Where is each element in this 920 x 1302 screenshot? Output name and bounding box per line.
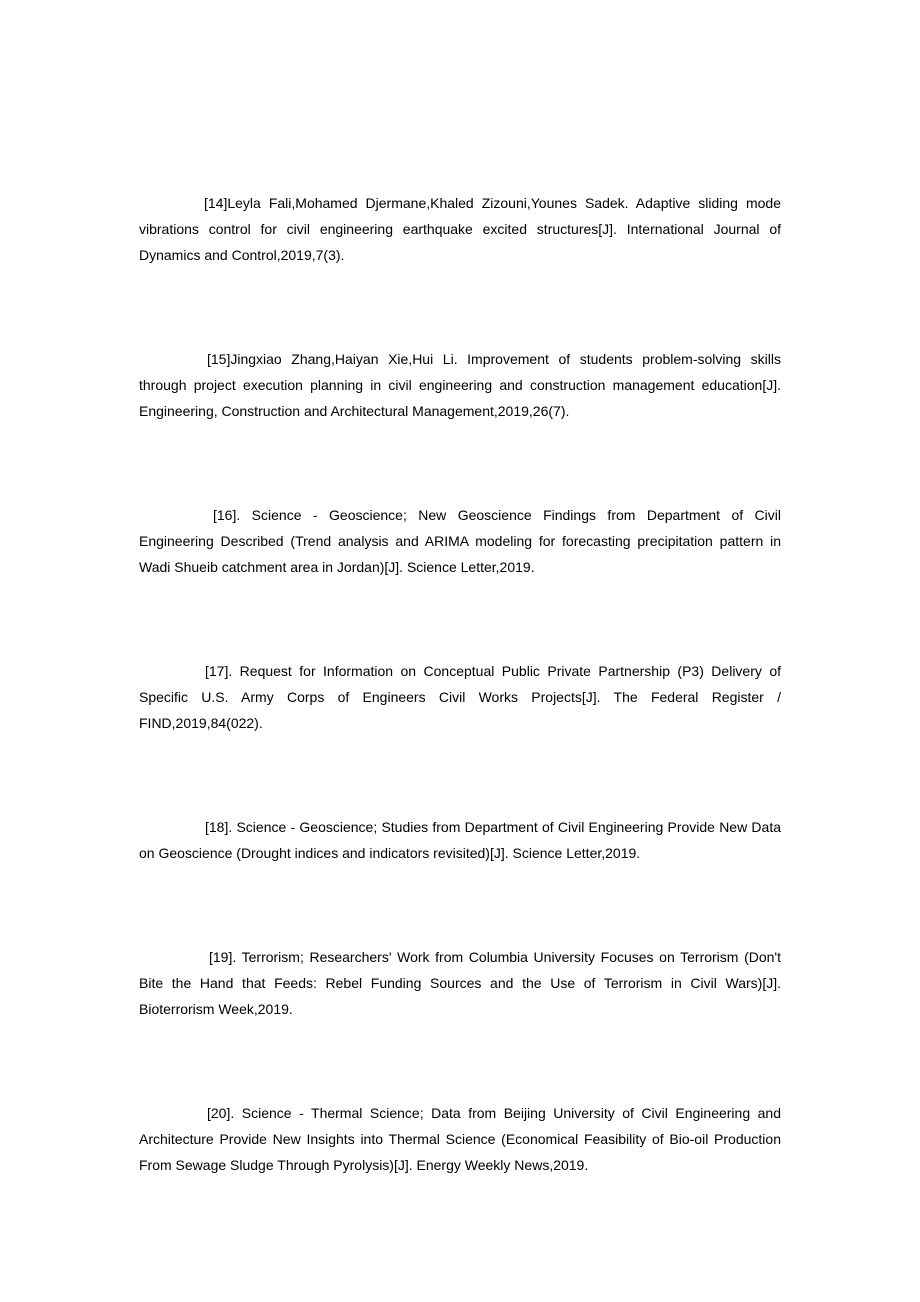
reference-entry-14: [14]Leyla Fali,Mohamed Djermane,Khaled Zizouni,Younes Sadek. Adaptive sliding mode vibrations control for civil engineering earthquake excited structures[J]. International Journal of Dynamics and Control,2019,7(3). (139, 195, 781, 263)
reference-entry-15: [15]Jingxiao Zhang,Haiyan Xie,Hui Li. Improvement of students problem-solving skills through project execution planning in civil engineering and construction management education[J]. Engineering, Construction and Architectural Management,2019,26(7). (139, 351, 781, 419)
reference-entry-18: [18]. Science - Geoscience; Studies from Department of Civil Engineering Provide New Data on Geoscience (Drought indices and indicators revisited)[J]. Science Letter,2019. (139, 819, 781, 861)
reference-entry-17: [17]. Request for Information on Conceptual Public Private Partnership (P3) Delivery of Specific U.S. Army Corps of Engineers Civil Works Projects[J]. The Federal Register / FIND,2019,84(022). (139, 663, 781, 731)
reference-entry-16: [16]. Science - Geoscience; New Geoscience Findings from Department of Civil Engineering Described (Trend analysis and ARIMA modeling for forecasting precipitation pattern in Wadi Shueib catchment area in Jordan)[J]. Science Letter,2019. (139, 507, 781, 575)
reference-entry-19: [19]. Terrorism; Researchers' Work from Columbia University Focuses on Terrorism (Don't Bite the Hand that Feeds: Rebel Funding Sources and the Use of Terrorism in Civil Wars)[J]. Bioterrorism Week,2019. (139, 949, 781, 1017)
reference-entry-20: [20]. Science - Thermal Science; Data from Beijing University of Civil Engineering and Architecture Provide New Insights into Thermal Science (Economical Feasibility of Bio-oil Production From Sewage Sludge Through Pyrolysis)[J]. Energy Weekly News,2019. (139, 1105, 781, 1173)
